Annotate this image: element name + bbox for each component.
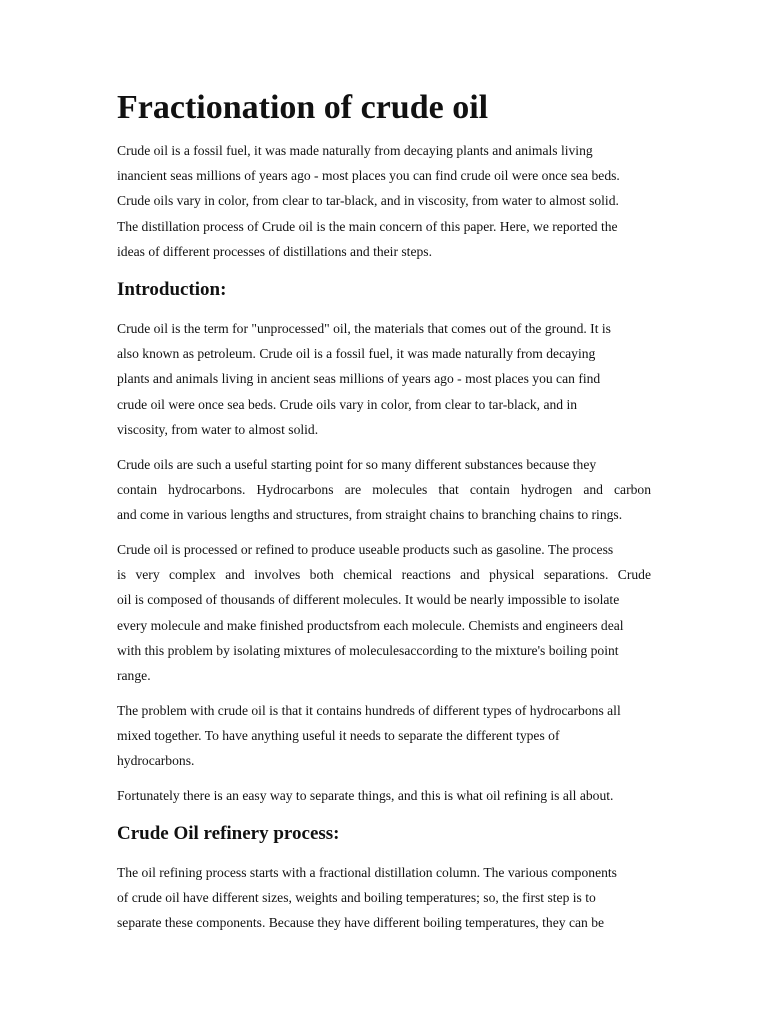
text-line: The oil refining process starts with a fractional distillation column. The various components (117, 865, 617, 880)
text-line: also known as petroleum. Crude oil is a fossil fuel, it was made naturally from decaying (117, 346, 596, 362)
intro-paragraph-1 (117, 316, 651, 442)
text-line: Crude oil is the term for "unprocessed" oil, the materials that comes out of the ground. It is (117, 321, 611, 336)
text-line: Crude oil is a fossil fuel, it was made naturally from decaying plants and animals living (117, 143, 593, 158)
document-title: Fractionation of crude oil (117, 89, 489, 126)
text-line: crude oil were once sea beds. Crude oils vary in color, from clear to tar-black, and in (117, 396, 578, 412)
text-line: separate these components. Because they have different boiling temperatures, they can be (117, 915, 605, 931)
text-line: viscosity, from water to almost solid. (117, 421, 319, 437)
intro-paragraph-4 (117, 698, 651, 774)
text-line: is very complex and involves both chemical reactions and physical separations. Crude (117, 567, 651, 583)
text-line: every molecule and make finished productsfrom each molecule. Chemists and engineers deal (117, 617, 624, 633)
text-line: of crude oil have different sizes, weights and boiling temperatures; so, the first step is to (117, 890, 596, 906)
text-line: The problem with crude oil is that it contains hundreds of different types of hydrocarbons all (117, 703, 621, 718)
intro-paragraph-5 (117, 783, 651, 808)
text-line: Crude oil is processed or refined to produce useable products such as gasoline. The process (117, 542, 614, 557)
text-line: inancient seas millions of years ago - most places you can find crude oil were once sea beds. (117, 168, 620, 184)
text-line: ideas of different processes of distillations and their steps. (117, 243, 432, 259)
text-line: plants and animals living in ancient seas millions of years ago - most places you can find (117, 371, 601, 387)
text-line: and come in various lengths and structures, from straight chains to branching chains to rings. (117, 507, 623, 523)
text-line: hydrocarbons. (117, 753, 195, 769)
intro-paragraph-2 (117, 452, 651, 528)
text-line: Crude oils vary in color, from clear to tar-black, and in viscosity, from water to almost solid. (117, 193, 619, 209)
refinery-paragraph-1 (117, 860, 651, 936)
text-line: range. (117, 667, 151, 683)
section-heading-introduction: Introduction: (117, 279, 227, 300)
text-line: Fortunately there is an easy way to separate things, and this is what oil refining is all about. (117, 788, 614, 803)
text-line: contain hydrocarbons. Hydrocarbons are molecules that contain hydrogen and carbon (117, 482, 651, 498)
text-line: The distillation process of Crude oil is the main concern of this paper. Here, we reported the (117, 218, 618, 234)
text-line: Crude oils are such a useful starting point for so many different substances because they (117, 457, 597, 472)
abstract-paragraph (117, 138, 651, 264)
section-heading-refinery: Crude Oil refinery process: (117, 823, 340, 844)
text-line: with this problem by isolating mixtures of moleculesaccording to the mixture's boiling point (117, 642, 619, 658)
text-line: oil is composed of thousands of different molecules. It would be nearly impossible to isolate (117, 592, 620, 608)
intro-paragraph-3 (117, 537, 651, 688)
text-line: mixed together. To have anything useful it needs to separate the different types of (117, 728, 560, 744)
